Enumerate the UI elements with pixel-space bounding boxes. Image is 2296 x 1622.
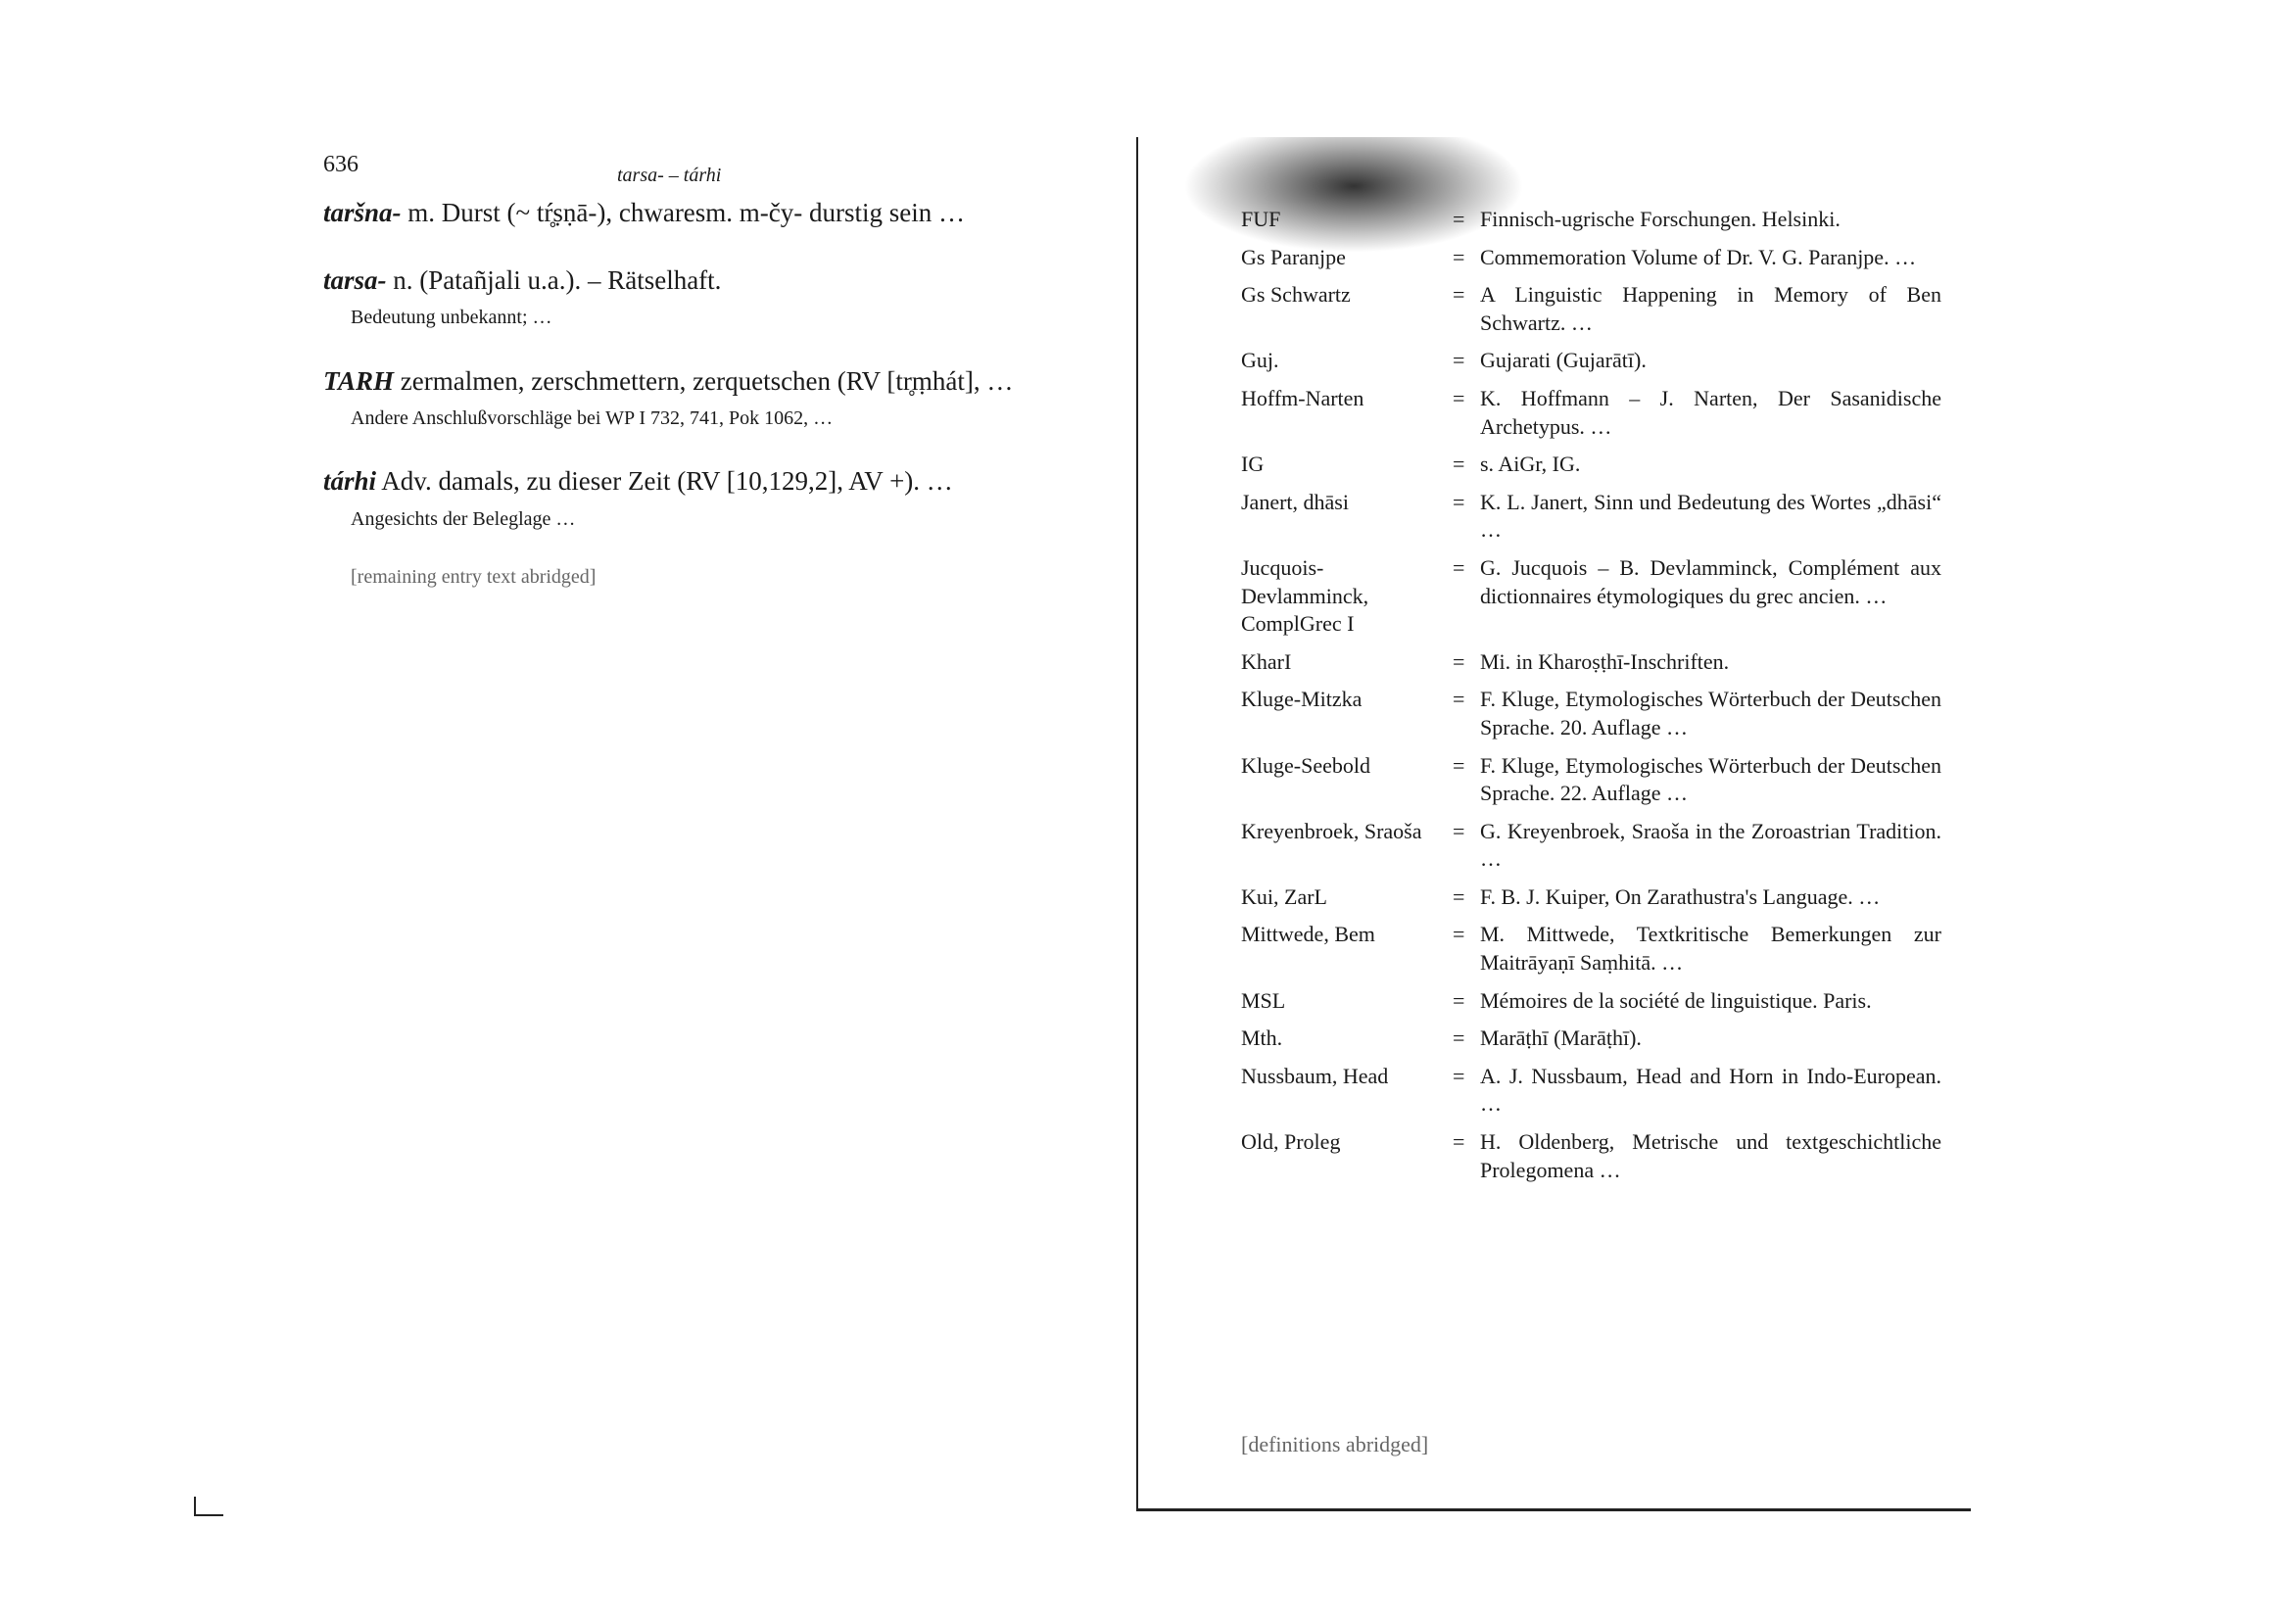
abbreviation-key: Kluge-Seebold [1241,752,1370,778]
abbreviation-value: s. AiGr, IG. [1480,452,1581,477]
abbreviation-value: A. J. Nussbaum, Head and Horn in Indo-European. … [1480,1063,1941,1117]
abbreviation-key: Kluge-Mitzka [1241,687,1363,712]
entry-body [323,263,1038,298]
equals-sign: = [1453,922,1465,947]
abbreviation-row [1241,686,1941,741]
entry-body [323,464,1038,499]
abbreviation-value: G. Jucquois – B. Devlamminck, Complément aux dictionnaires étymologiques du grec ancien. … [1480,554,1941,608]
abbreviation-key: Nussbaum, Head [1241,1063,1389,1088]
abbreviation-value: Gujarati (Gujarātī). [1480,348,1647,373]
abbreviation-value: Mi. in Kharoṣṭhī-Inschriften. [1480,648,1730,674]
equals-sign: = [1453,687,1465,712]
equals-sign: = [1453,818,1465,843]
abbreviation-table [1241,206,1941,1194]
omission-note: [remaining entry text abridged] [351,566,597,589]
entry-note: Bedeutung unbekannt; … [351,307,552,329]
dictionary-entry [323,464,1038,532]
entry-lemma: taršna- [323,198,402,227]
entry-text: m. Durst (~ tŕ̥ṣṇā-), chwaresm. m-čy- durstig sein … [407,198,966,227]
abbreviation-row [1241,554,1941,639]
dictionary-entry [323,364,1038,432]
abbreviation-row [1241,385,1941,441]
abbreviation-key: KharI [1241,648,1292,674]
equals-sign: = [1453,554,1465,580]
entry-lemma: tarsa- [323,265,387,296]
entry-note: Andere Anschlußvorschläge bei WP I 732, 741, Pok 1062, … [351,406,834,429]
dictionary-entry [323,263,1038,331]
abbreviation-row [1241,648,1941,677]
entry-text: n. (Patañjali u.a.). – Rätselhaft. [393,265,722,296]
abbreviation-row [1241,883,1941,912]
abbreviation-row [1241,281,1941,337]
equals-sign: = [1453,282,1465,308]
equals-sign: = [1453,348,1465,373]
entry-lemma: TARH [323,365,395,396]
entry-body [323,364,1038,399]
abbreviation-key: FUF [1241,207,1281,231]
abbreviation-row [1241,451,1941,479]
abbreviation-key: Kreyenbroek, Sraoša [1241,818,1422,843]
abbreviation-value: F. Kluge, Etymologisches Wörterbuch der Deutschen Sprache. 20. Auflage … [1480,687,1941,739]
equals-sign: = [1453,244,1465,269]
equals-sign: = [1453,752,1465,778]
abbreviation-value: H. Oldenberg, Metrische und textgeschichtliche Prolegomena … [1480,1129,1941,1182]
running-head [323,147,1038,196]
equals-sign: = [1453,1129,1465,1155]
abbreviation-value: G. Kreyenbroek, Sraoša in the Zoroastrian Tradition. … [1480,818,1941,872]
entry-body [323,196,1038,230]
abbreviation-value: M. Mittwede, Textkritische Bemerkungen zur Maitrāyaṇī Saṃhitā. … [1480,922,1941,976]
abbreviation-key: Kui, ZarL [1241,883,1327,909]
abbreviation-key: Jucquois-Devlamminck, ComplGrec I [1241,554,1369,637]
abbreviation-row [1241,921,1941,977]
abbreviation-row [1241,489,1941,545]
abbreviation-key: Gs Paranjpe [1241,244,1346,269]
abbreviation-key: Mth. [1241,1026,1283,1051]
abbreviation-value: K. L. Janert, Sinn und Bedeutung des Wortes „dhāsi“ … [1480,489,1941,543]
abbreviation-row [1241,244,1941,272]
equals-sign: = [1453,987,1465,1013]
abbreviation-row [1241,752,1941,808]
abbreviation-row [1241,818,1941,874]
abbreviation-value: Finnisch-ugrische Forschungen. Helsinki. [1480,207,1841,231]
abbreviation-value: K. Hoffmann – J. Narten, Der Sasanidische Archetypus. … [1480,385,1941,439]
corner-mark [194,1497,223,1516]
entry-text: Adv. damals, zu dieser Zeit (RV [10,129,2], AV +). … [381,466,953,497]
abbreviation-key: MSL [1241,987,1286,1013]
abbreviation-row [1241,1025,1941,1053]
running-head-title: tarsa- – tárhi [617,165,722,186]
abbreviation-key: Janert, dhāsi [1241,489,1349,514]
right-page [1136,137,1971,1511]
equals-sign: = [1453,1026,1465,1051]
abbreviation-value: F. B. J. Kuiper, On Zarathustra's Language. … [1480,883,1881,909]
abbreviation-value: Commemoration Volume of Dr. V. G. Paranjpe. … [1480,244,1917,269]
abbreviation-row [1241,987,1941,1016]
entry-lemma: tárhi [323,466,377,497]
omission-note: [definitions abridged] [1241,1432,1429,1457]
entry-text: zermalmen, zerschmettern, zerquetschen (RV [tr̥ṃhát], … [400,365,1014,396]
equals-sign: = [1453,1063,1465,1088]
abbreviation-row [1241,206,1941,234]
abbreviation-key: Guj. [1241,348,1279,373]
abbreviation-key: Mittwede, Bem [1241,922,1375,947]
equals-sign: = [1453,883,1465,909]
equals-sign: = [1453,648,1465,674]
dictionary-entry [323,196,1038,230]
equals-sign: = [1453,452,1465,477]
abbreviation-row [1241,1063,1941,1119]
entry-note: Angesichts der Beleglage … [351,507,576,530]
abbreviation-row [1241,1128,1941,1184]
page-number: 636 [323,152,359,177]
abbreviation-row [1241,347,1941,375]
abbreviation-value: Mémoires de la société de linguistique. Paris. [1480,987,1872,1013]
abbreviation-key: Hoffm-Narten [1241,385,1364,410]
equals-sign: = [1453,207,1465,231]
entry-list [323,196,1038,532]
abbreviation-value: A Linguistic Happening in Memory of Ben Schwartz. … [1480,282,1941,335]
abbreviation-key: IG [1241,452,1265,477]
equals-sign: = [1453,489,1465,514]
abbreviation-value: F. Kluge, Etymologisches Wörterbuch der Deutschen Sprache. 22. Auflage … [1480,752,1941,806]
equals-sign: = [1453,385,1465,410]
abbreviation-key: Old, Proleg [1241,1129,1341,1155]
abbreviation-key: Gs Schwartz [1241,282,1351,308]
abbreviation-value: Marāṭhī (Marāṭhī). [1480,1026,1642,1051]
left-page [323,147,1038,591]
